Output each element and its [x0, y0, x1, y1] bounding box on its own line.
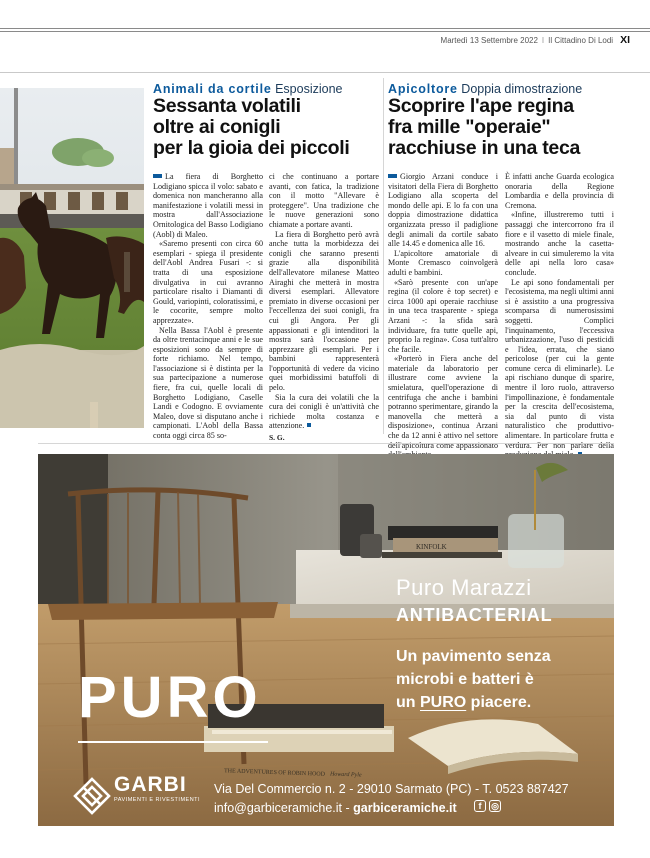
left-kicker-category: Animali da cortile [153, 82, 272, 96]
header-bottom-rule [0, 72, 650, 73]
right-col2-para: «Infine, illustreremo tutti i passaggi che intercorrono fra il fiore e il vasetto di miele finale, mostrando anche la casetta-alveare in cui simuleremo la vita delle api nella loro casa» conclude. [505, 210, 614, 277]
header-publication: Il Cittadino Di Lodi [548, 35, 614, 45]
left-col2-para: La fiera di Borghetto però avrà anche tutta la morbidezza dei conigli che saranno presenti grazie alla disponibilità dell'allevatore milanese Matteo Airaghi che metterà in mostra diversi esemplari. Allevatore premiato in diverse occasioni per l'eccellenza dei suoi conigli, fra cui gli Angora. Per gli appassionati e gli intenditori la mostra sarà l'occasione per apprezzare gli esemplari. Per i bambini rappresenterà l'opportunità di vedere da vicino quei morbidissimi batuffoli di pelo. [269, 229, 379, 393]
ad-big-word-underline [78, 741, 268, 743]
book-spine-title: THE ADVENTURES OF ROBIN HOOD [223, 768, 326, 778]
ad-slogan-pre: un [396, 694, 420, 711]
left-col2-para: ci che continuano a portare avanti, con fatica, la tradizione con il motto "Allevare è proteggere". Una tradizione che le nuove generazioni sono chiamate a portare avanti. [269, 172, 379, 229]
instagram-icon[interactable]: ◎ [489, 800, 501, 812]
left-col1-para: «Saremo presenti con circa 60 esemplari - spiega il presidente dell'Aobl Andrea Fusari -: si tratta di una esposizione divulgativa in cui avranno particolare risalto i Diamanti di Gould, variopinti, coloratissimi, e le cocorite, sempre molto apprezzate». [153, 239, 263, 325]
ad-slogan-line [396, 694, 531, 712]
ad-email-link[interactable]: info@garbiceramiche.it [214, 801, 343, 815]
paragraph-marker [388, 174, 397, 178]
ad-contact-separator: - [345, 801, 350, 815]
horses-photo [0, 88, 144, 428]
left-headline-line: oltre ai conigli [153, 116, 281, 138]
right-col1-para: «Sarò presente con un'ape regina (il colore è top secret) e circa 1000 api operaie racchiuse in una teca trasparente - spiega Arzani -: la sfida sarà individuare, fra tutte quelle api, proprio la regina». Cosa tutt'altro che facile. [388, 277, 498, 354]
paragraph-marker [153, 174, 162, 178]
right-col2-para [505, 278, 614, 460]
book-spine-author: Howard Pyle [329, 771, 362, 779]
right-article-column-1 [388, 172, 498, 460]
garbi-advertisement [38, 454, 614, 826]
book-spine-title: KINFOLK [416, 543, 447, 551]
right-col2-para-text: Le api sono fondamentali per l'ecosistema, ma negli ultimi anni si è assistito a una progressiva scomparsa di numerosissimi soggetti. Complici l'inquinamento, l'eccessiva urbanizzazione, l'uso di pesticidi e l'idea, errata, che siano pericolose (per cui la gente comune cerca di eliminarle). Le api rischiano dunque di sparire, mentre il loro ruolo, attraverso l'impollinazione, è fondamentale per la crescita dell'ecosistema, sia dal punto di vista naturalistico che produttivo-alimentare. In particolare frutta e verdura. Per non parlare della [505, 277, 614, 450]
left-col1-para: Nella Bassa l'Aobl è presente da oltre trentacinque anni e le sue esposizioni sono da sempre di forte richiamo. Nel tempo, l'associazione si è distinta per la sua partecipazione a numerose fiere, fra cui, quelle locali di Borghetto Lodigiano, Caselle Landi e Codogno. E ovviamente Maleo, dove si disputano anche i campionati. L'Aobl della Bassa conta oggi circa 85 so- [153, 325, 263, 441]
ad-background [38, 454, 614, 826]
left-headline-line: per la gioia dei piccoli [153, 137, 350, 159]
right-article-kicker [388, 82, 582, 96]
column-divider [383, 78, 384, 434]
header-date: Martedì 13 Settembre 2022 [440, 35, 538, 45]
left-col2-para-text: Sia la cura dei volatili che la cura dei conigli è un'attività che richiede molta costanza e attenzione. [269, 392, 379, 431]
right-headline-line: racchiuse in una teca [388, 137, 581, 159]
ad-slogan-line: Un pavimento senza [396, 648, 551, 665]
right-headline-line: Scoprire l'ape regina [388, 95, 574, 117]
ad-contacts [214, 801, 457, 815]
ad-website-link[interactable]: garbiceramiche.it [353, 801, 457, 815]
left-article-column-1 [153, 172, 263, 441]
articles-bottom-rule [38, 443, 614, 444]
left-kicker-topic: Esposizione [275, 82, 343, 96]
ad-slogan-line: microbi e batteri è [396, 671, 534, 688]
right-article-headline [388, 96, 614, 159]
page-number: XI [620, 34, 630, 46]
right-col1-para-text: Giorgio Arzani conduce i visitatori della Fiera di Borghetto Lodigiano alla scoperta del mondo delle api. E lo fa con una doppia dimostrazione didattica organizzata presso il padiglione degli animali da cortile sabato alle 14.45 e domenica alle 16. [388, 172, 498, 249]
right-kicker-topic: Doppia dimostrazione [461, 82, 583, 96]
right-col1-para: «Porterò in Fiera anche del materiale da laboratorio per illustrare come avviene la smielatura, quell'operazione di centrifuga che anche i bambini potranno sperimentare, girando la manovella che metterà a disposizione», continua Arzani che da 12 anni è attivo nel settore dell'apicoltura come appassionato [388, 354, 498, 450]
right-col2-para: È infatti anche Guarda ecologica onoraria della Regione Lombardia e della provincia di Cremona. [505, 172, 614, 210]
facebook-icon[interactable]: f [474, 800, 486, 812]
ad-product-name: ANTIBACTERIAL [396, 605, 553, 625]
garbi-logo-subtitle: PAVIMENTI E RIVESTIMENTI [114, 797, 201, 803]
left-col1-para [153, 172, 263, 239]
left-article-kicker [153, 82, 342, 96]
ad-big-word: PURO [78, 665, 262, 730]
right-col1-para: L'apicoltore amatoriale di Monte Cremasco coinvolgerà adulti e bambini. [388, 248, 498, 277]
end-marker [307, 423, 311, 427]
ad-slogan-post: piacere. [466, 694, 532, 711]
left-col2-para [269, 393, 379, 431]
left-article-signature: S. G. [269, 433, 285, 443]
ad-social-links [474, 800, 501, 812]
ad-slogan-emphasis: PURO [420, 694, 467, 711]
left-col1-para-text: La fiera di Borghetto Lodigiano spicca il volo: sabato e domenica non mancheranno alla manifestazione i volatili messi in mostra dall'Associazione Ornitologica del Basso Lodigiano (Aobl) di Maleo. [153, 172, 263, 239]
garbi-logo-text: GARBI [114, 773, 187, 796]
header-separator: I [541, 35, 545, 45]
right-kicker-category: Apicoltore [388, 82, 458, 96]
ad-address: Via Del Commercio n. 2 - 29010 Sarmato (PC) - T. 0523 887427 [214, 782, 569, 796]
garbi-logo-icon [72, 776, 112, 816]
right-headline-line: fra mille "operaie" [388, 116, 551, 138]
page-header [441, 34, 630, 46]
left-article-headline [153, 96, 379, 159]
right-article-column-2 [505, 172, 614, 471]
top-rule [0, 28, 650, 29]
left-article-column-2 [269, 172, 379, 443]
ad-product-line: Puro Marazzi [396, 575, 532, 600]
top-rule-double [0, 31, 650, 32]
left-headline-line: Sessanta volatili [153, 95, 301, 117]
right-col1-para [388, 172, 498, 249]
